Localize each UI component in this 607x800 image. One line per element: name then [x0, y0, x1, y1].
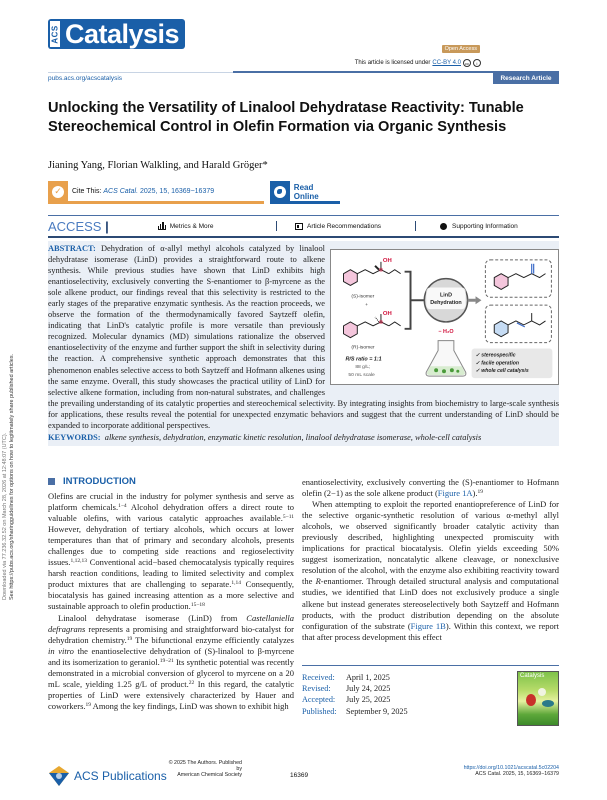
s-isomer-label: (S)-isomer [351, 294, 375, 300]
scale-label: 50 mL scale [348, 373, 375, 379]
cc-icon: cc [465, 61, 469, 66]
divider [276, 221, 277, 231]
author-list[interactable]: Jianing Yang, Florian Walkling, and Harald Gröger* [48, 160, 268, 171]
reference[interactable]: 19 [477, 489, 483, 496]
column-left [48, 491, 294, 712]
keywords-heading: KEYWORDS: [48, 433, 101, 442]
supporting-information-link[interactable]: Supporting Information [440, 223, 518, 230]
metrics-more-link[interactable]: Metrics & More [158, 223, 276, 230]
download-side-note [2, 200, 16, 600]
feature-item: ✓ whole cell catalysis [475, 368, 529, 375]
dates-divider [302, 665, 559, 666]
sharing-guidelines-link[interactable]: See https://pubs.acs.org/sharingguidelines for options on how to legitimately share published articles. [9, 353, 15, 600]
r-isomer-structure [344, 314, 401, 338]
section-square-icon [48, 478, 55, 485]
figure-link[interactable]: Figure 1B [410, 620, 446, 631]
paragraph: Olefins are crucial in the industry for polymer synthesis and serve as platform chemicals.$^{1-4}$ Alcohol dehydration offers a direct route to valuable olefins, with various catalytic approaches available.$^{5-11}$ However, dehydration of tertiary alcohols, which occurs at lower temperatures than that of primary and secondary alcohols, presents challenges due to competing side reactions and regioselectivity issues.$^{1,12,13}$ Conventional acid−based chemocatalysis typically requires harsh reaction conditions, leading to limited selectivity and complex product mixtures that are challenging to separate.$^{1,14}$ Consequently, biocatalysis has gained increasing attention as a more selective and sustainable approach to olefin production.$^{15-18}$ [48, 491, 294, 612]
reference[interactable]: 22 [188, 679, 195, 686]
toc-graphic[interactable] [330, 249, 559, 385]
by-icon: i [473, 59, 481, 67]
column-right [302, 477, 559, 643]
acs-hexagon-icon [48, 765, 70, 787]
globe-icon [270, 181, 290, 203]
article-recommendations-link[interactable]: Article Recommendations [295, 223, 415, 230]
oh-label-r: OH [382, 311, 392, 318]
process-label: Dehydration [430, 300, 462, 307]
abstract-heading: ABSTRACT: [48, 244, 96, 253]
date-row: Received: April 1, 2025 [302, 673, 390, 682]
copyright: © 2025 The Authors. Published by American Chemical Society [168, 760, 242, 778]
bar-chart-icon [158, 223, 166, 230]
feature-item: ✓ stereospecific [475, 352, 516, 359]
figure-link[interactable]: Figure 1A [437, 488, 473, 499]
keywords-list: alkene synthesis, dehydration, enzymatic kinetic resolution, linalool dehydratase isomerase, whole-cell catalysis [104, 433, 482, 442]
publication-dates [302, 672, 408, 717]
flask-icon [426, 341, 466, 376]
reference[interactable]: 5−11 [282, 514, 294, 521]
doi-link[interactable]: https://doi.org/10.1021/acscatal.5c02204 [463, 765, 559, 771]
date-row: Accepted: July 25, 2025 [302, 695, 391, 705]
cite-this-button[interactable] [48, 182, 264, 204]
license-link[interactable]: CC-BY 4.0 [432, 60, 461, 66]
paragraph: enantioselectivity, exclusively converting the (S)-enantiomer to Hofmann olefin (2−1) as the sole alkene product (Figure 1A).$^{19}$ [302, 477, 559, 499]
paragraph: When attempting to exploit the reported enantiopreference of LinD for the selective organic-synthetic resolution of various α-methyl allyl alcohols, we observed significantly broader catalytic activity than previously described, highlighting unexpected promiscuity with implications for practical biocatalysis. Olefin yields exceeding 50% suggest isomerization, noncatalytic alkene cleavage, or nonexclusive resolution of the alcohol, with the enzyme also exhibiting reactivity toward the R-enantiomer. Through detailed structural analysis and computational studies, we identified that LinD does not exclusively produce a single alkene but instead generates stereoselectively both Saytzeff and Hofmann products, with the product distribution depending on the absolute configuration of the substrate (Figure 1B). Within this context, we report that after process development this effect [302, 499, 560, 642]
oh-label: OH [382, 257, 392, 264]
page-number: 16369 [290, 772, 309, 779]
reference[interactable]: 19 [85, 701, 92, 708]
reference[interactable]: 1−4 [118, 503, 127, 510]
acs-publications-logo[interactable]: ACS Publications [48, 765, 167, 787]
section-heading-introduction: INTRODUCTION [48, 476, 136, 487]
access-bar [48, 215, 559, 238]
check-icon: ✓ [48, 181, 68, 203]
supporting-info-icon [440, 223, 447, 230]
loading-label: 88 g/L; [355, 365, 371, 371]
citation: Cite This: ACS Catal. 2025, 15, 16369−16379 [72, 188, 215, 195]
abstract-body: Dehydration of α-allyl methyl alcohols catalyzed by linalool dehydratase isomerase (LinD) provides a straightforward route to alkene synthesis. While previous studies have shown that LinD exhibits high enantioselectivity, exclusively converting the S-enantiomer to β-myrcene as the sole alkene product, our findings reveal that this selectivity is restricted to the early stages of the preparative enzymatic synthesis. As the reaction proceeds, we observe the formation of the thermodynamically favored Saytzeff olefin, indicating that LinD's catalytic profile is more versatile than previously recognized. Molecular dynamics (MD) simulations rationalize the observed enantioselectivity of the enzyme and further support the shift in selectivity during the reaction. A comprehensive synthetic approach demonstrates that this phenomenon enables selective access to both Saytzeff and Hofmann alkenes using the same enzyme. Overall, this study showcases the practical utility of LinD for selective alkene formation, including from non-natural substrates, and challenges the prevailing understanding of its catalytic properties and stereochemical selectivity. By integrating insights from biochemistry to large-scale synthesis for applications, these results reveal the potential for unexpected enzymatic behaviors and suggest that the current understanding of LinD should be expanded to incorporate additional perspectives. [48, 244, 559, 430]
download-info: Downloaded via 77.236.32.52 on March 28, 2026 at 12:48:07 (UTC). [2, 432, 8, 600]
date-row: Published: September 9, 2025 [302, 706, 408, 716]
s-isomer-structure [344, 262, 401, 286]
article-title: Unlocking the Versatility of Linalool Dehydratase Reactivity: Tunable Stereochemical Control in Olefin Formation via Organic Synthesis [48, 100, 524, 135]
open-access-badge: Open Access [442, 45, 480, 53]
header-divider [48, 72, 233, 73]
journal-url[interactable]: pubs.acs.org/acscatalysis [48, 75, 123, 82]
reference[interactable]: 19−21 [159, 657, 174, 664]
doi-block [464, 765, 559, 777]
reference[interactable]: 1,12,13 [70, 558, 87, 565]
r-isomer-label: (R)-isomer [351, 345, 375, 351]
enzyme-label: LinD [439, 292, 452, 299]
reaction-arrow [476, 296, 482, 304]
newspaper-icon [295, 223, 303, 230]
keywords [48, 433, 559, 442]
journal-logo[interactable] [48, 19, 185, 49]
paragraph: Linalool dehydratase isomerase (LinD) from Castellaniella defragrans represents a promising and straightforward bio-catalyst for dehydration chemistry.$^{19}$ The bifunctional enzyme efficiently catalyzes in vitro the enantioselective dehydration of (S)-linalool to β-myrcene and its isomerization to geraniol.$^{19-21}$ Its synthetic potential was recently demonstrated in a microbial conversion of glycerol to myrcene on a 20 mL scale, yielding 1.25 g/L of product.$^{22}$ In this regard, the catalytic properties of LinD were extensively characterized by Hauer and coworkers.$^{19}$ Among the key findings, LinD was shown to exhibit high [48, 612, 295, 711]
reference[interactable]: 15−18 [190, 602, 205, 609]
reaction-scheme [331, 250, 558, 384]
footer-citation: ACS Catal. 2025, 15, 16369−16379 [475, 771, 559, 777]
access-label: ACCESS | [48, 218, 109, 234]
journal-name: Catalysis [65, 19, 180, 49]
reference[interactable]: 1,14 [231, 580, 241, 587]
feature-item: ✓ facile operation [475, 360, 520, 367]
license-line [355, 59, 481, 67]
plus-sign: + [365, 303, 369, 309]
read-online-label: Read Online [293, 182, 319, 201]
ratio-label: R/S ratio = 1:1 [345, 356, 382, 363]
reference[interactable]: 19 [126, 635, 133, 642]
divider [415, 221, 416, 231]
read-online-button[interactable] [270, 182, 340, 204]
acs-logo-mark: ACS [48, 19, 62, 49]
license-prefix: This article is licensed under [354, 60, 431, 66]
date-row: Revised: July 24, 2025 [302, 684, 391, 694]
journal-cover-thumbnail[interactable]: Catalysis [517, 671, 559, 726]
article-type-badge: Research Article [493, 73, 559, 84]
water-loss-label: − H₂O [438, 328, 454, 335]
